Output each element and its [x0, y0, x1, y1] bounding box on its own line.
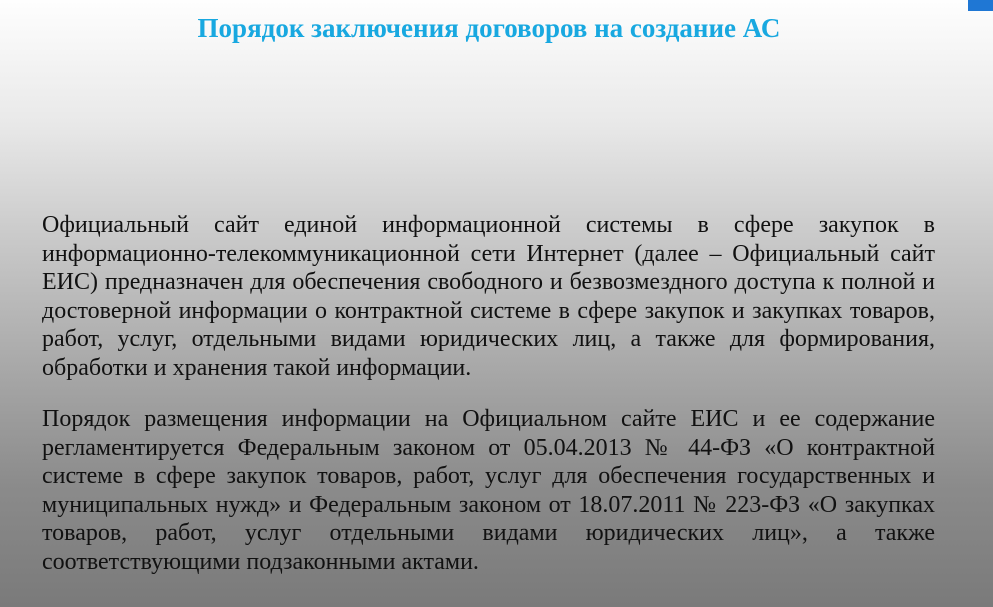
slide-title: Порядок заключения договоров на создание АС [197, 13, 781, 43]
paragraph-official-site-purpose: Официальный сайт единой информационной системы в сфере закупок в информационно-телекоммуникационной сети Интернет (далее – Официальный сайт ЕИС) предназначен для обеспечения свободного и безвозмездного доступа к полной и достоверной информации о контрактной системе в сфере закупок и закупках товаров, работ, услуг, отдельными видами юридических лиц, а также для формирования, обработки и хранения такой информации. [42, 212, 935, 381]
paragraph-legal-regulation: Порядок размещения информации на Официальном сайте ЕИС и ее содержание регламентируется Федеральным законом от 05.04.2013 № 44-ФЗ «О контрактной системе в сфере закупок товаров, работ, услуг для обеспечения государственных и муниципальных нужд» и Федеральным законом от 18.07.2011 № 223-ФЗ «О закупках товаров, работ, услуг отдельными видами юридических лиц», а также соответствующими подзаконными актами. [42, 406, 935, 575]
